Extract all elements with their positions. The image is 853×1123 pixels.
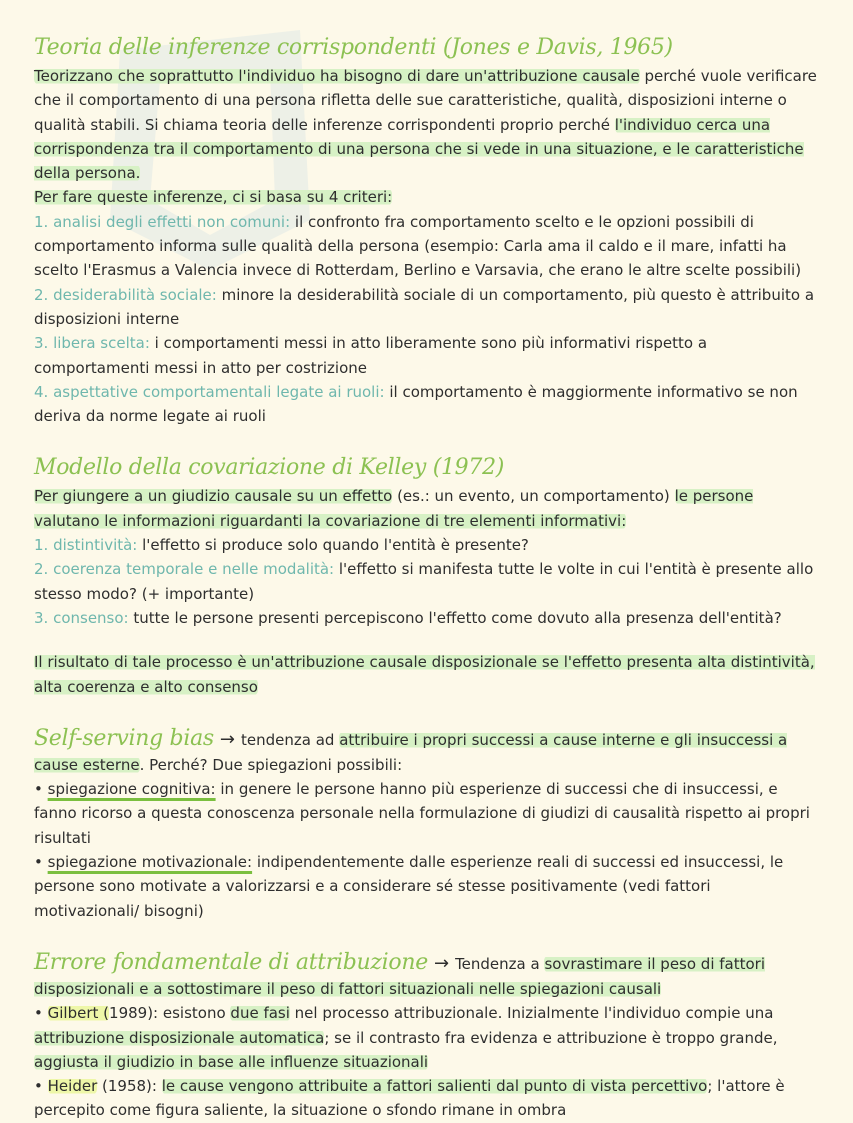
page-content — [34, 34, 820, 1123]
paragraph — [34, 725, 820, 777]
criterion-label: 1. distintività: — [34, 536, 138, 555]
author-name: Heider — [47, 1077, 98, 1096]
highlight-text: Teorizzano che soprattutto l'individuo ha bisogno di dare un'attribuzione causale — [34, 67, 640, 85]
criterion-label: 2. desiderabilità sociale: — [34, 285, 217, 304]
highlight-text: le cause vengono attribuite a fattori salienti dal punto di vista percettivo — [161, 1077, 708, 1096]
bullet-icon: • — [34, 1077, 43, 1096]
section-title: Teoria delle inferenze corrispondenti (Jones e Davis, 1965) — [34, 35, 673, 60]
body-text: perché vuole verificare che il comportamento di una persona rifletta delle sue caratteristiche, qualità, disposizioni interne o qualità stabili. Si chiama teoria delle inferenze corrispondenti proprio perché — [34, 67, 817, 134]
body-text: . Perché? Due spiegazioni possibili: — [139, 755, 403, 774]
section-inferenze — [34, 34, 820, 428]
highlight-text: attribuzione disposizionale automatica — [34, 1028, 325, 1047]
criterion-label: 3. consenso: — [34, 608, 129, 627]
arrow-icon: → — [219, 728, 235, 750]
section-errore-fondamentale — [34, 949, 820, 1123]
highlight-text: due fasi — [230, 1004, 290, 1023]
body-text: (es.: un evento, un comportamento) — [392, 487, 675, 506]
highlight-text: Il risultato di tale processo è un'attribuzione causale disposizionale se l'effetto presenta alta distintività, alta coerenza e alto consenso — [34, 653, 815, 696]
criterion-text: minore la desiderabilità sociale di un comportamento, più questo è attribuito a disposizioni interne — [34, 285, 815, 328]
section-self-serving — [34, 725, 820, 923]
criterion-item — [34, 533, 820, 557]
body-text: ; se il contrasto fra evidenza e attribuzione è troppo grande, — [324, 1028, 778, 1047]
bullet-label: spiegazione motivazionale: — [47, 853, 253, 872]
criterion-item — [34, 380, 820, 429]
bullet-label: spiegazione cognitiva: — [47, 780, 216, 799]
bullet-item — [34, 1001, 820, 1074]
criterion-item — [34, 557, 820, 606]
body-text: ; l'attore è percepito come figura saliente, la situazione o sfondo rimane in ombra — [34, 1077, 785, 1120]
highlight-text: l'individuo cerca una corrispondenza tra il comportamento di una persona che si vede in una situazione, e le caratteristiche della persona. — [34, 115, 804, 183]
criterion-text: i comportamenti messi in atto liberamente sono più informativi rispetto a comportamenti messi in atto per costrizione — [34, 334, 708, 377]
section-title: Modello della covariazione di Kelley (1972) — [34, 455, 505, 481]
paragraph — [34, 949, 820, 1001]
criterion-item — [34, 331, 820, 380]
body-text: 1989): esistono — [109, 1004, 231, 1023]
bullet-item — [34, 777, 820, 850]
criterion-text: tutte le persone presenti percepiscono l'effetto come dovuto alla presenza dell'entità? — [128, 608, 782, 627]
body-text: nel processo attribuzionale. Inizialmente l'individuo compie una — [289, 1004, 774, 1023]
criterion-item — [34, 210, 820, 283]
section-title: Errore fondamentale di attribuzione — [34, 949, 428, 975]
highlight-text: Per fare queste inferenze, ci si basa su 4 criteri: — [34, 188, 393, 207]
highlight-text: aggiusta il giudizio in base alle influenze situazionali — [34, 1052, 429, 1071]
criterion-item — [34, 606, 820, 630]
criterion-label: 3. libera scelta: — [34, 334, 150, 353]
body-text: tendenza ad — [240, 730, 340, 749]
paragraph — [34, 484, 820, 533]
bullet-item — [34, 850, 820, 923]
paragraph — [34, 185, 820, 209]
arrow-icon: → — [433, 952, 450, 974]
author-name: Gilbert ( — [47, 1004, 110, 1023]
bullet-icon: • — [34, 853, 43, 872]
body-text: Tendenza a — [455, 954, 545, 973]
criterion-label: 2. coerenza temporale e nelle modalità: — [34, 560, 335, 579]
criterion-text: il confronto fra comportamento scelto e le opzioni possibili di comportamento informa sulle qualità della persona (esempio: Carla ama il caldo e il mare, infatti ha scelto l'Erasmus a Valencia invece di Rotterdam, Berlino e Varsavia, che erano le altre scelte possibili) — [34, 212, 802, 280]
section-title: Self-serving bias — [34, 725, 214, 751]
highlight-text: attribuire i propri successi a cause interne e gli insuccessi a cause esterne — [34, 730, 788, 774]
highlight-text: Per giungere a un giudizio causale su un effetto — [34, 487, 393, 506]
paragraph — [34, 64, 820, 185]
criterion-text: il comportamento è maggiormente informativo se non deriva da norme legate ai ruoli — [34, 382, 798, 426]
criterion-item — [34, 283, 820, 332]
criterion-text: l'effetto si produce solo quando l'entità è presente? — [137, 536, 529, 555]
criterion-label: 1. analisi degli effetti non comuni: — [34, 212, 291, 231]
bullet-icon: • — [34, 780, 43, 799]
bullet-text: indipendentemente dalle esperienze reali di successi ed insuccessi, le persone sono motivate a valorizzarsi e a considerare sé stesse positivamente (vedi fattori motivazionali/ bisogni) — [34, 853, 784, 920]
bullet-item — [34, 1074, 820, 1123]
body-text: (1958): — [97, 1077, 162, 1096]
bullet-icon: • — [34, 1004, 43, 1023]
paragraph — [34, 650, 820, 699]
section-covariazione — [34, 454, 820, 698]
criterion-label: 4. aspettative comportamentali legate ai ruoli: — [34, 382, 385, 401]
highlight-text: sovrastimare il peso di fattori disposizionali e a sottostimare il peso di fattori situazionali nelle spiegazioni causali — [34, 954, 766, 998]
highlight-text: le persone valutano le informazioni riguardanti la covariazione di tre elementi informativi: — [34, 487, 754, 530]
bullet-text: in genere le persone hanno più esperienze di successi che di insuccessi, e fanno ricorso a questa conoscenza personale nella formulazione di giudizi di causalità rispetto ai propri risultati — [34, 780, 810, 847]
criterion-text: l'effetto si manifesta tutte le volte in cui l'entità è presente allo stesso modo? (+ importante) — [34, 560, 814, 603]
